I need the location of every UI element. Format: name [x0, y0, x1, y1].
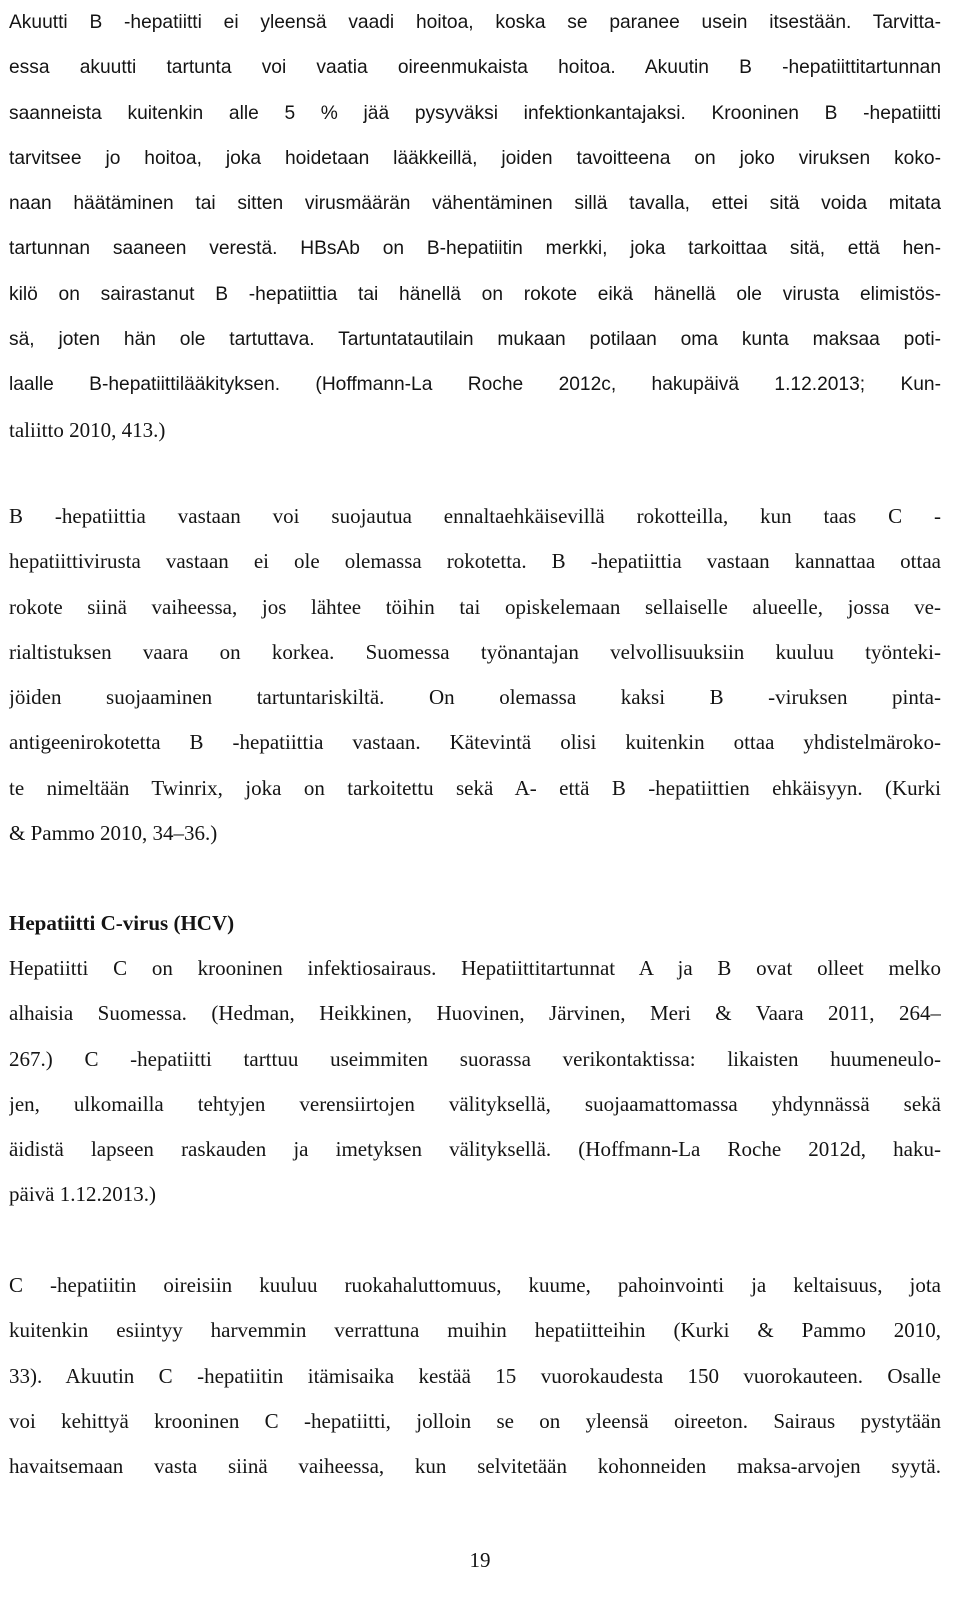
text-line: alhaisia Suomessa. (Hedman, Heikkinen, Huovinen, Järvinen, Meri & Vaara 2011, 264–: [9, 1001, 941, 1026]
text-line: taliitto 2010, 413.): [9, 417, 166, 442]
text-line: 267.) C -hepatiitti tarttuu useimmiten suorassa verikontaktissa: likaisten huumeneulo-: [9, 1046, 941, 1071]
text-line: essa akuutti tartunta voi vaatia oireenmukaista hoitoa. Akuutin B -hepatiittitartunnan: [9, 57, 941, 79]
text-line: kilö on sairastanut B -hepatiittia tai hänellä on rokote eikä hänellä ole virusta elimistös-: [9, 283, 941, 305]
text-line: tartunnan saaneen verestä. HBsAb on B-hepatiitin merkki, joka tarkoittaa sitä, että hen-: [9, 238, 941, 260]
text-line: tarvitsee jo hoitoa, joka hoidetaan lääkkeillä, joiden tavoitteena on joko viruksen koko-: [9, 147, 941, 169]
text-line: B -hepatiittia vastaan voi suojautua ennaltaehkäisevillä rokotteilla, kun taas C -: [9, 504, 941, 528]
text-line: jen, ulkomailla tehtyjen verensiirtojen välityksellä, suojaamattomassa yhdynnässä sekä: [9, 1091, 941, 1116]
text-line: voi kehittyä krooninen C -hepatiitti, jolloin se on yleensä oireeton. Sairaus pystytään: [9, 1408, 941, 1433]
paragraph-hepatitis-c-symptoms: [9, 1263, 941, 1489]
text-line: sä, joten hän ole tartuttava. Tartuntatautilain mukaan potilaan oma kunta maksaa poti-: [9, 329, 941, 351]
section-heading: Hepatiitti C-virus (HCV): [9, 911, 235, 935]
text-line: C -hepatiitin oireisiin kuuluu ruokahaluttomuus, kuume, pahoinvointi ja keltaisuus, jota: [9, 1273, 941, 1297]
text-line: Hepatiitti C on krooninen infektiosairaus. Hepatiittitartunnat A ja B ovat olleet melko: [9, 956, 941, 980]
page-number: 19: [469, 1548, 491, 1572]
text-line: & Pammo 2010, 34–36.): [9, 821, 218, 846]
text-line: laalle B-hepatiittilääkityksen. (Hoffmann-La Roche 2012c, hakupäivä 1.12.2013; Kun-: [9, 374, 941, 396]
text-line: Akuutti B -hepatiitti ei yleensä vaadi hoitoa, koska se paranee usein itsestään. Tarvitta-: [9, 12, 941, 33]
text-line: 33). Akuutin C -hepatiitin itämisaika kestää 15 vuorokaudesta 150 vuorokauteen. Osalle: [9, 1363, 941, 1388]
paragraph-hepatitis-c-intro: [9, 946, 941, 1218]
text-line: antigeenirokotetta B -hepatiittia vastaan. Kätevintä olisi kuitenkin ottaa yhdistelmäroko-: [9, 730, 941, 755]
paragraph-hepatitis-b-vaccination: [9, 494, 941, 856]
text-line: te nimeltään Twinrix, joka on tarkoitettu sekä A- että B -hepatiittien ehkäisyyn. (Kurki: [9, 775, 941, 800]
text-line: kuitenkin esiintyy harvemmin verrattuna muihin hepatiitteihin (Kurki & Pammo 2010,: [9, 1318, 941, 1343]
text-line: äidistä lapseen raskauden ja imetyksen välityksellä. (Hoffmann-La Roche 2012d, haku-: [9, 1137, 941, 1162]
paragraph-hepatitis-b-treatment: [9, 0, 941, 453]
text-line: hepatiittivirusta vastaan ei ole olemassa rokotetta. B -hepatiittia vastaan kannattaa ottaa: [9, 549, 941, 574]
text-line: naan häätäminen tai sitten virusmäärän vähentäminen sillä tavalla, ettei sitä voida mitata: [9, 193, 941, 215]
text-line: rialtistuksen vaara on korkea. Suomessa työnantajan velvollisuuksiin kuuluu työnteki-: [9, 639, 941, 664]
text-line: jöiden suojaaminen tartuntariskiltä. On olemassa kaksi B -viruksen pinta-: [9, 685, 941, 710]
text-line: saanneista kuitenkin alle 5 % jää pysyväksi infektionkantajaksi. Krooninen B -hepatiitti: [9, 102, 941, 124]
text-line: rokote siinä vaiheessa, jos lähtee töihin tai opiskelemaan sellaiselle alueelle, jossa ve-: [9, 594, 941, 619]
text-line: päivä 1.12.2013.): [9, 1182, 156, 1207]
text-line: havaitsemaan vasta siinä vaiheessa, kun selvitetään kohonneiden maksa-arvojen syytä.: [9, 1454, 941, 1479]
